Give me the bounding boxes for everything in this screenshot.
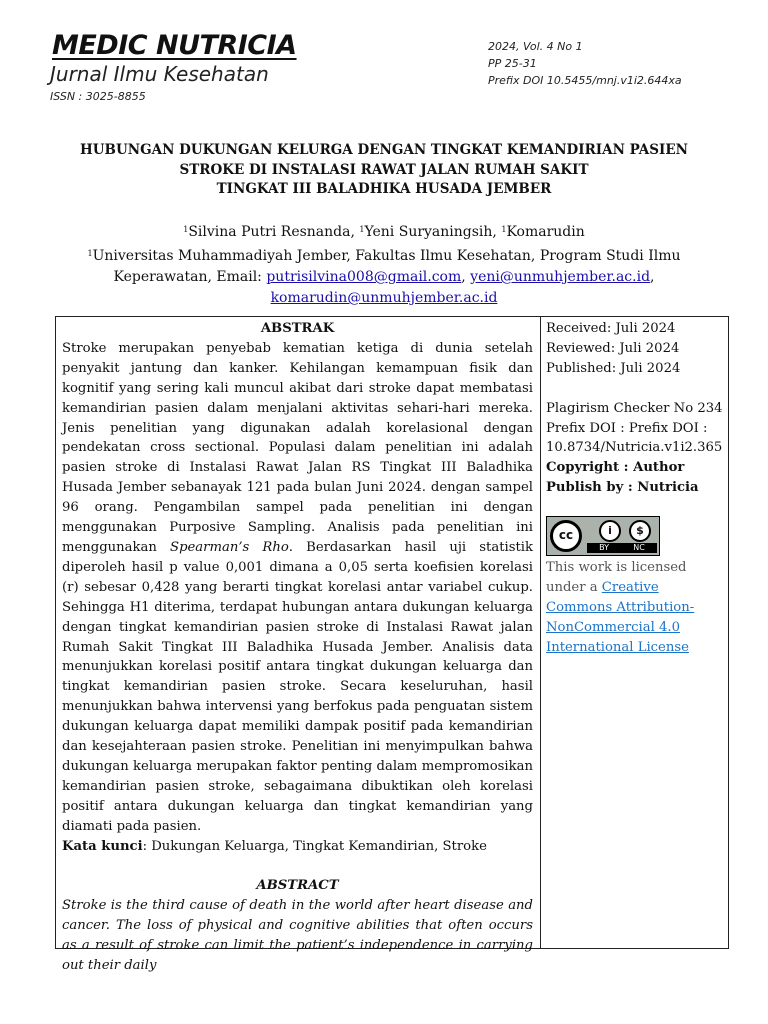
copyright: Copyright : Author [546, 460, 685, 476]
author-1: Silvina Putri Resnanda, [188, 224, 360, 240]
article-info-column [546, 319, 728, 658]
abstrak-heading: ABSTRAK [260, 321, 335, 336]
publisher: Publish by : Nutricia [546, 480, 699, 496]
cc-icon: cc [550, 520, 582, 552]
journal-title: MEDIC NUTRICIA [52, 30, 297, 61]
email-link-3[interactable]: komarudin@unmuhjember.ac.id [270, 290, 498, 306]
email-link-2[interactable]: yeni@unmuhjember.ac.id [470, 269, 651, 285]
received-date: Received: Juli 2024 [546, 321, 676, 336]
affiliation: $^1$Universitas Muhammadiyah Jember, Fakultas Ilmu Kesehatan, Program Studi Ilmu [87, 248, 681, 264]
abstract-box [55, 316, 729, 973]
issue-meta [488, 38, 682, 89]
title-line-1: HUBUNGAN DUKUNGAN KELURGA DENGAN TINGKAT KEMANDIRIAN PASIEN [80, 142, 688, 158]
pages: PP 25-31 [488, 57, 537, 70]
abstrak-body: Stroke merupakan penyebab kematian ketiga di dunia setelah penyakit jantung dan kanker. Kehilangan kemampuan fisik dan kognitif yang sering kali muncul akibat dari stroke dapat membatasi kemandirian pasien dalam menjalani aktivitas sehari-hari mereka. Jenis penelitian yang digunakan adalah korelasional dengan pendekatan cross sectional. Populasi dalam penelitian ini adalah pasien stroke di Instalasi Rawat Jalan RS Tingkat III Baladhika Husada Jember sebanayak 121 pada bulan Juni 2024. dengan sampel 96 orang. Pengambilan sampel pada penelitian ini dengan menggunakan Purposive Sampling. Analisis pada penelitian ini menggunakan Spearman’s Rho. Berdasarkan hasil uji statistik diperoleh hasil p value 0,001 dimana a 0,05 serta koefisien korelasi (r) sebesar 0,428 yang berarti tingkat korelasi antar variabel cukup. Sehingga H1 diterima, terdapat hubungan antara dukungan keluarga dengan tingkat kemandirian pasien stroke di Instalasi Rawat jalan Rumah Sakit Tingkat III Baladhika Husada Jember. Analisis data menunjukkan korelasi positif antara tingkat dukungan keluarga dan tingkat kemandirian pasien stroke. Secara keseluruhan, hasil menunjukkan bahwa intervensi yang berfokus pada penguatan sistem dukungan keluarga dapat memiliki dampak positif pada kemandirian dan kesejahteraan pasien stroke. Penelitian ini menyimpulkan bahwa dukungan keluarga merupakan faktor penting dalam mempromosikan kemandirian pasien stroke, sebagaimana dibuktikan oleh korelasi positif antara dukungan keluarga dan tingkat kemandirian yang diamati pada pasien. [62, 340, 533, 834]
abstract-column [62, 319, 533, 976]
author-2: Yeni Suryaningsih, [364, 224, 502, 240]
paper-title [40, 141, 728, 200]
cc-badge-strip: BY NC [587, 543, 657, 553]
affiliation-emails: Keperawatan, Email: putrisilvina008@gmail.com, yeni@unmuhjember.ac.id, [113, 269, 655, 285]
author-list: $^1$Silvina Putri Resnanda, $^1$Yeni Suryaningsih, $^1$Komarudin [183, 224, 585, 240]
prefix-doi-label: Prefix DOI : Prefix DOI : [546, 420, 708, 436]
abstract-heading: ABSTRACT [256, 878, 339, 894]
license-link[interactable]: Creative Commons Attribution-NonCommercial 4.0 International License [546, 580, 695, 655]
doi-value: 10.8734/Nutricia.v1i2.365 [546, 440, 723, 456]
volume: 2024, Vol. 4 No 1 [488, 40, 583, 53]
author-3: Komarudin [506, 224, 585, 240]
journal-subtitle: Jurnal Ilmu Kesehatan [50, 62, 269, 86]
authors-block [40, 219, 728, 309]
affiliation-emails-cont [40, 288, 728, 309]
noncommercial-icon: $ [629, 520, 651, 542]
title-line-3: TINGKAT III BALADHIKA HUSADA JEMBER [216, 181, 552, 197]
cc-by-nc-badge-icon[interactable] [546, 516, 660, 556]
email-link-1[interactable]: putrisilvina008@gmail.com [266, 269, 462, 285]
keywords: Kata kunci: Dukungan Keluarga, Tingkat Kemandirian, Stroke [62, 838, 487, 854]
title-line-2: STROKE DI INSTALASI RAWAT JALAN RUMAH SAKIT [179, 161, 589, 178]
attribution-icon: i [599, 520, 621, 542]
column-divider [540, 317, 541, 948]
header-doi: Prefix DOI 10.5455/mnj.v1i2.644xa [488, 74, 682, 87]
published-date: Published: Juli 2024 [546, 360, 681, 376]
issn: ISSN : 3025-8855 [50, 90, 146, 103]
plagiarism-checker: Plagirism Checker No 234 [546, 400, 723, 416]
abstract-body: Stroke is the third cause of death in the world after heart disease and cancer. The loss of physical and cognitive abilities that often occurs as a result of stroke can limit the patient’s independence in carrying out their daily [62, 898, 533, 973]
license-notice: This work is licensed under a Creative Commons Attribution-NonCommercial 4.0 International License [546, 560, 695, 655]
reviewed-date: Reviewed: Juli 2024 [546, 340, 680, 356]
